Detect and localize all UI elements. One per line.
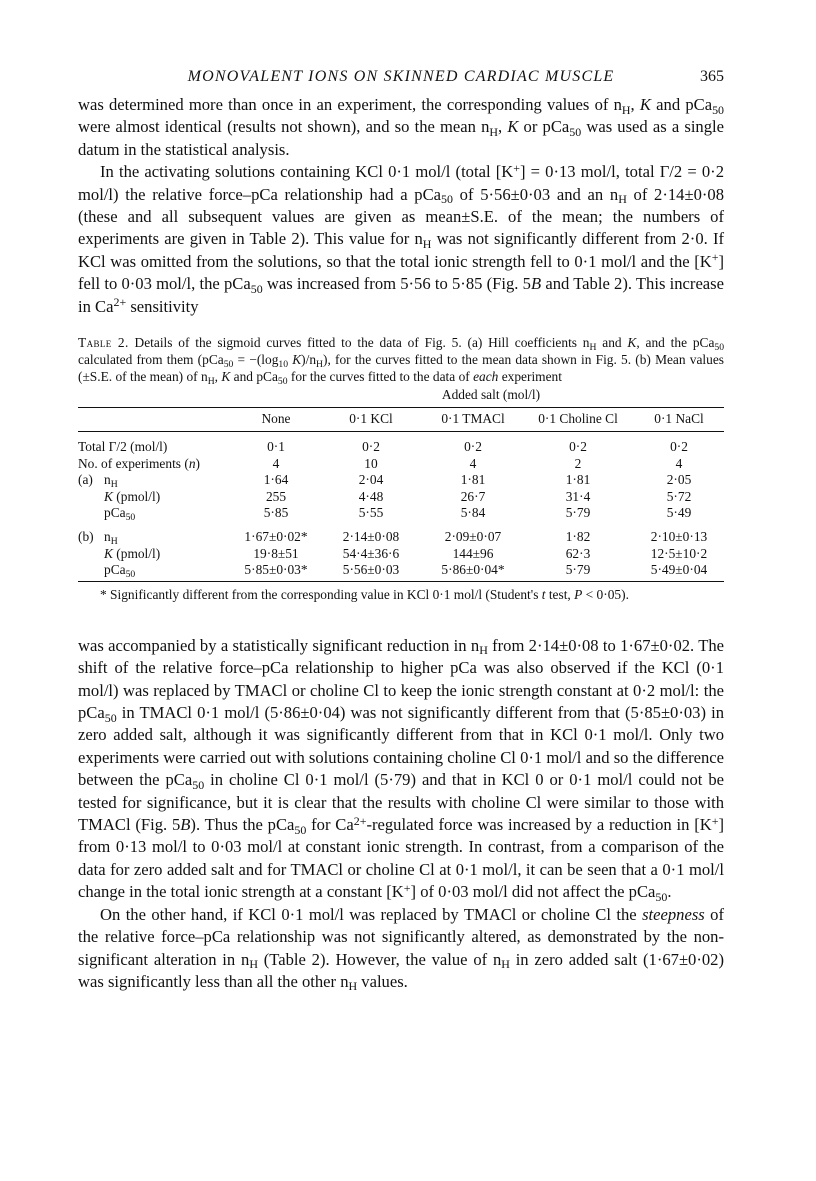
table-cell: 26·7	[460, 488, 486, 504]
body-paragraph: In the activating solutions containing KCl 0·1 mol/l (total [K+] = 0·13 mol/l, total Γ/2 = 0·2 mol/l) the relative force–pCa relationship had a pCa$_{50}$ of 5·56±0·03 and an $n_H$ of 2·14±0·08 (these and all subsequent values are given as mean±S.E. of the mean; the numbers of experiments are given in Table 2). This value for $n_H$ was not significantly different from 2·0. If KCl was omitted from the solutions, so that the total ionic strength fell to 0·1 mol/l and the [K+] fell to 0·03 mol/l, the pCa$_{50}$ was increased from 5·56 to 5·85 (Fig. 5B and Table 2). This increase in $Ca^{2+}$ sensitivity	[78, 160, 724, 316]
table-cell: 2·04	[358, 472, 384, 488]
table-cell: 5·49±0·04	[650, 562, 708, 578]
table-header-row	[78, 408, 724, 432]
table-row	[78, 472, 724, 489]
row-label: No. of experiments (n)	[78, 455, 200, 471]
table-cell: 5·85	[263, 505, 289, 521]
table-cell: 5·49	[666, 505, 692, 521]
table-cell: 0·1	[267, 439, 285, 455]
row-label: pCa$_{50}$	[104, 562, 136, 581]
table-row	[78, 529, 724, 546]
table-cell: 19·8±51	[253, 545, 299, 561]
table-cell: 62·3	[565, 545, 591, 561]
table-label: Table 2.	[78, 335, 129, 351]
table-cell: 2·14±0·08	[342, 529, 400, 545]
table-cell: 2·09±0·07	[444, 529, 502, 545]
table-cell: 0·2	[362, 439, 380, 455]
table-cell: 4·48	[358, 488, 384, 504]
table-row	[78, 439, 724, 456]
table-cell: 1·81	[460, 472, 486, 488]
table-cell: 0·2	[670, 439, 688, 455]
table-row	[78, 489, 724, 506]
table-cell: 5·79	[565, 562, 591, 578]
table-cell: 2·10±0·13	[650, 529, 708, 545]
row-label: $n_H$	[104, 472, 118, 491]
table-cell: 10	[364, 455, 378, 471]
table-row	[78, 546, 724, 563]
column-header: 0·1 NaCl	[634, 408, 724, 432]
table-row	[78, 562, 724, 579]
table-cell: 4	[675, 455, 683, 471]
journal-page	[78, 66, 724, 993]
section-label: (a)	[78, 472, 93, 488]
column-header: 0·1 KCl	[318, 408, 424, 432]
table-caption	[78, 334, 724, 385]
column-header: 0·1 TMACl	[424, 408, 522, 432]
row-label: K (pmol/l)	[104, 545, 161, 561]
running-head: MONOVALENT IONS ON SKINNED CARDIAC MUSCLE	[187, 68, 615, 85]
page-number: 365	[700, 68, 724, 85]
table-cell: 0·2	[569, 439, 587, 455]
column-header: 0·1 Choline Cl	[522, 408, 634, 432]
table-cell: 2	[574, 455, 582, 471]
body-paragraph: was determined more than once in an experiment, the corresponding values of $n_H$, K and pCa$_{50}$ were almost identical (results not shown), and so the mean $n_H$, K or pCa$_{50}$ was used as a single datum in the statistical analysis.	[78, 95, 724, 159]
table-caption-text: Details of the sigmoid curves fitted to the data of Fig. 5. (a) Hill coefficients $n_H$ and K, and the pCa$_{50}$ calculated from them ($pCa_{50} = -(\log_{10}$ $K)/n_H$), for the curves fitted to the mean data shown in Fig. 5. (b) Mean values (±S.E. of the mean) of $n_H$, K and pCa$_{50}$ for the curves fitted to the data of each experiment	[78, 335, 725, 387]
table-row	[78, 456, 724, 473]
table-cell: 4	[469, 455, 477, 471]
data-table	[78, 407, 724, 582]
body-paragraph: On the other hand, if KCl 0·1 mol/l was replaced by TMACl or choline Cl the steepness of the relative force–pCa relationship was not significantly altered, as demonstrated by the non-significant alteration in $n_H$ (Table 2). However, the value of $n_H$ in zero added salt (1·67±0·02) was significantly less than all the other $n_H$ values.	[78, 904, 724, 994]
row-label: $n_H$	[104, 529, 118, 547]
table-cell: 4	[272, 455, 280, 471]
table-cell: 12·5±10·2	[650, 545, 708, 561]
table-cell: 1·82	[565, 529, 591, 545]
table-cell: 5·56±0·03	[342, 562, 400, 578]
row-label: K (pmol/l)	[104, 488, 161, 504]
body-continued	[78, 635, 724, 994]
table-cell: 5·55	[358, 505, 384, 521]
page-header	[78, 66, 724, 94]
table-cell: 5·84	[460, 505, 486, 521]
table-cell: 144±96	[452, 545, 494, 561]
column-header: None	[234, 408, 318, 432]
table-row	[78, 505, 724, 522]
row-label: pCa$_{50}$	[104, 505, 136, 524]
table-cell: 5·86±0·04*	[441, 562, 505, 578]
row-label: Total Γ/2 (mol/l)	[78, 439, 168, 455]
added-salt-heading: Added salt (mol/l)	[441, 387, 541, 403]
table-cell: 1·81	[565, 472, 591, 488]
table-cell: 5·72	[666, 488, 692, 504]
section-label: (b)	[78, 529, 94, 545]
body-paragraph: was accompanied by a statistically significant reduction in $n_H$ from 2·14±0·08 to 1·67±0·02. The shift of the relative force–pCa relationship to higher pCa was also observed if the KCl (0·1 mol/l) was replaced by TMACl or choline Cl to keep the ionic strength constant at 0·2 mol/l: the pCa$_{50}$ in TMACl 0·1 mol/l (5·86±0·04) was not significantly different from that (5·85±0·03) in zero added salt, although it was significantly different from that in KCl 0·1 mol/l. Only two experiments were carried out with solutions containing choline Cl 0·1 mol/l and so the difference between the pCa$_{50}$ in choline Cl 0·1 mol/l (5·79) and that in KCl 0 or 0·1 mol/l could not be tested for significance, but it is clear that the results with choline Cl were similar to those with TMACl (Fig. 5B). Thus the pCa$_{50}$ for $Ca^{2+}$-regulated force was increased by a reduction in [K+] from 0·13 mol/l to 0·03 mol/l at constant ionic strength. In contrast, from a comparison of the data for zero added salt and for TMACl or choline Cl at 0·1 mol/l, it can be seen that a 0·1 mol/l change in the total ionic strength at a constant [K+] of 0·03 mol/l did not affect the pCa$_{50}$.	[78, 635, 724, 904]
table-cell: 5·85±0·03*	[244, 562, 308, 578]
table-footnote: * Significantly different from the corresponding value in KCl 0·1 mol/l (Student's t test, P < 0·05).	[100, 586, 629, 602]
table-cell: 2·05	[666, 472, 692, 488]
table-cell: 54·4±36·6	[342, 545, 400, 561]
table-cell: 255	[265, 488, 287, 504]
table-cell: 0·2	[464, 439, 482, 455]
table-cell: 31·4	[565, 488, 591, 504]
table-cell: 5·79	[565, 505, 591, 521]
table-cell: 1·67±0·02*	[244, 529, 308, 545]
table-cell: 1·64	[263, 472, 289, 488]
